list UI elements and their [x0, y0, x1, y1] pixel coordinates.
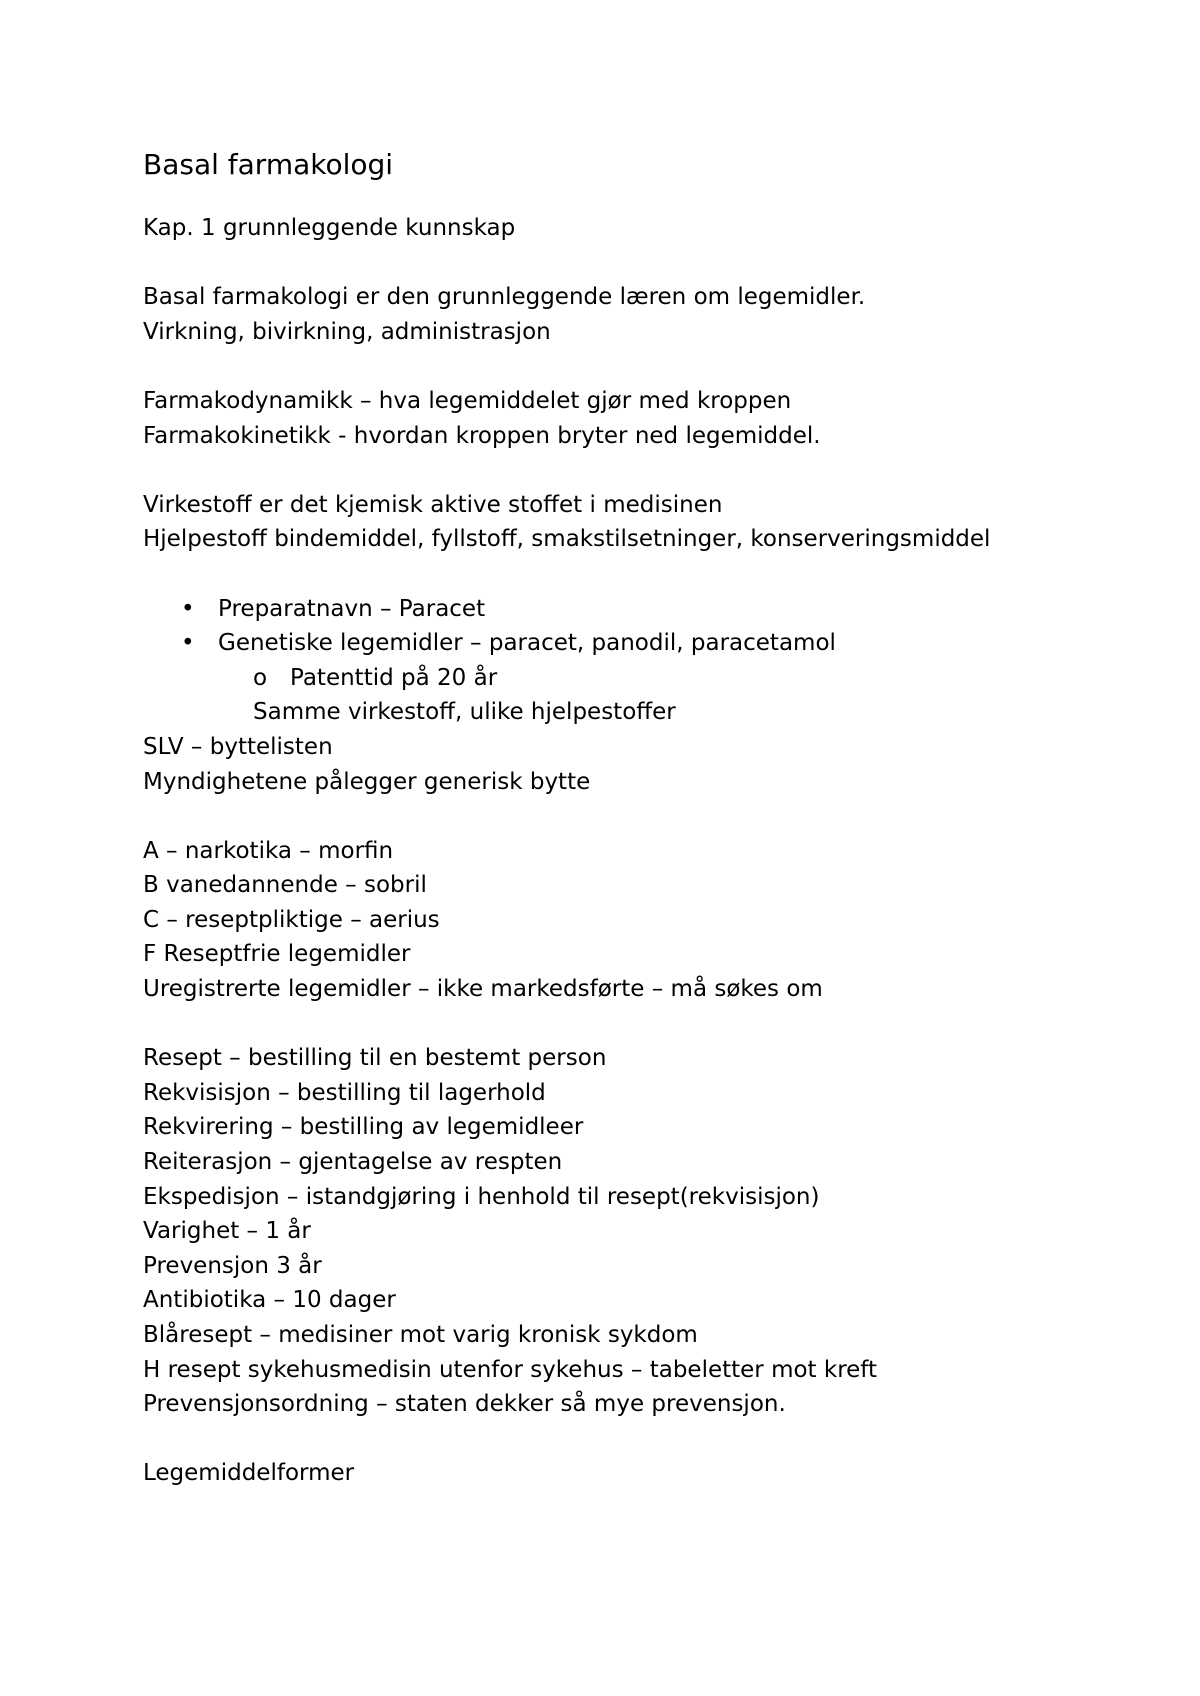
- text-line: Virkestoff er det kjemisk aktive stoffet i medisinen: [143, 491, 723, 518]
- paragraph-gap: [143, 1422, 1143, 1457]
- text-line: Resept – bestilling til en bestemt person: [143, 1045, 607, 1072]
- paragraph-gap: [143, 453, 1143, 488]
- sub-list-continuation: Samme virkestoff, ulike hjelpestoffer: [253, 699, 676, 726]
- text-line: Basal farmakologi er den grunnleggende læren om legemidler.: [143, 284, 866, 311]
- sub-list-item: [143, 661, 1143, 696]
- paragraph-gap: [143, 246, 1143, 281]
- text-line: Hjelpestoff bindemiddel, fyllstoff, smakstilsetninger, konserveringsmiddel: [143, 526, 991, 553]
- paragraph-gap: [143, 1007, 1143, 1042]
- text-line: A – narkotika – morfin: [143, 837, 394, 864]
- text-line: H resept sykehusmedisin utenfor sykehus – tabeletter mot kreft: [143, 1356, 878, 1383]
- text-line: Prevensjonsordning – staten dekker så mye prevensjon.: [143, 1391, 786, 1418]
- text-line: Rekvisisjon – bestilling til lagerhold: [143, 1079, 546, 1106]
- text-line: Myndighetene pålegger generisk bytte: [143, 768, 591, 795]
- text-line: F Reseptfrie legemidler: [143, 941, 411, 968]
- text-line: Farmakodynamikk – hva legemiddelet gjør med kroppen: [143, 387, 792, 414]
- text-line: Reiterasjon – gjentagelse av respten: [143, 1149, 563, 1176]
- document-body: [143, 145, 1143, 1491]
- circle-bullet-icon: o: [253, 664, 268, 691]
- list-item-text: Preparatnavn – Paracet: [218, 595, 486, 622]
- bullet-icon: •: [181, 595, 195, 622]
- text-line: Ekspedisjon – istandgjøring i henhold til resept(rekvisisjon): [143, 1183, 820, 1210]
- text-line: Prevensjon 3 år: [143, 1252, 322, 1279]
- text-line: Rekvirering – bestilling av legemidleer: [143, 1114, 584, 1141]
- text-line: Farmakokinetikk - hvordan kroppen bryter ned legemiddel.: [143, 422, 821, 449]
- text-line: Antibiotika – 10 dager: [143, 1287, 396, 1314]
- text-line: Blåresept – medisiner mot varig kronisk sykdom: [143, 1322, 698, 1348]
- list-item-text: Genetiske legemidler – paracet, panodil, paracetamol: [218, 630, 836, 657]
- list-item: [143, 592, 1143, 627]
- text-line: B vanedannende – sobril: [143, 872, 427, 899]
- document-title: Basal farmakologi: [143, 148, 394, 181]
- text-line: Varighet – 1 år: [143, 1218, 311, 1245]
- text-line: C – reseptpliktige – aerius: [143, 906, 440, 933]
- chapter-heading: Kap. 1 grunnleggende kunnskap: [143, 215, 516, 241]
- text-line: Uregistrerte legemidler – ikke markedsførte – må søkes om: [143, 976, 823, 1003]
- bullet-icon: •: [181, 630, 195, 657]
- sub-list-item-text: Patenttid på 20 år: [290, 664, 498, 691]
- text-line: SLV – byttelisten: [143, 733, 333, 760]
- list-item: [143, 626, 1143, 661]
- paragraph-gap: [143, 557, 1143, 592]
- paragraph-gap: [143, 349, 1143, 384]
- section-heading: Legemiddelformer: [143, 1460, 355, 1487]
- paragraph-gap: [143, 799, 1143, 834]
- text-line: Virkning, bivirkning, administrasjon: [143, 318, 551, 345]
